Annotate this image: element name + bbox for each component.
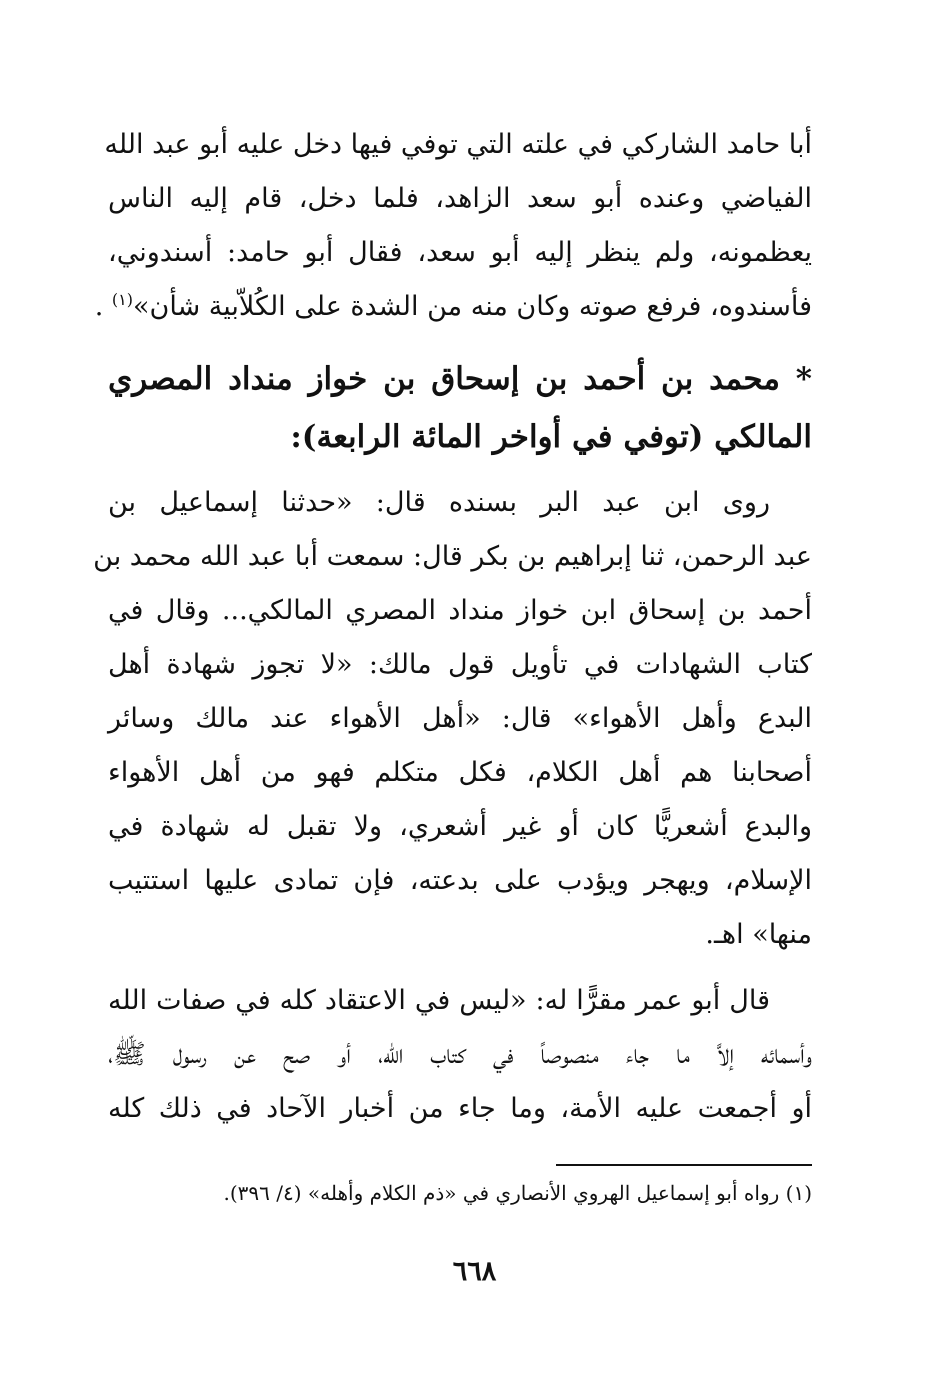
text-line: الإسلام، ويهجر ويؤدب على بدعته، فإن تمادى عليها استتيب xyxy=(108,865,812,896)
text-line: البدع وأهل الأهواء» قال: «أهل الأهواء عند مالك وسائر xyxy=(108,703,812,734)
heading-line: المالكي (توفي في أواخر المائة الرابعة): xyxy=(290,419,812,455)
text-line: أبا حامد الشاركي في علته التي توفي فيها دخل عليه أبو عبد الله xyxy=(104,129,812,160)
text-line: يعظمونه، ولم ينظر إليه أبو سعد، فقال أبو حامد: أسندوني، xyxy=(108,237,812,268)
footnote: (١) رواه أبو إسماعيل الهروي الأنصاري في «ذم الكلام وأهله» (٤/ ٣٩٦). xyxy=(223,1181,812,1205)
text-line: منها» اهـ. xyxy=(705,919,812,950)
text-line-content: فأسندوه، فرفع صوته وكان منه من الشدة على الكُلاّبية شأن» xyxy=(133,291,812,322)
text-line: وأسمائه إلاَّ ما جاء منصوصاً في كتاب الله، أو صح عن رسول ﷺ، xyxy=(108,1039,812,1070)
text-line: عبد الرحمن، ثنا إبراهيم بن بكر قال: سمعت أبا عبد الله محمد بن xyxy=(93,541,812,572)
footnote-reference: (١) xyxy=(111,290,134,309)
paragraph-2 xyxy=(93,476,812,962)
text-line: أحمد بن إسحاق ابن خواز منداد المصري المالكي... وقال في xyxy=(108,595,812,626)
text-line xyxy=(94,280,812,334)
footnote-divider xyxy=(556,1164,812,1166)
text-line: والبدع أشعريًّا كان أو غير أشعري، ولا تقبل له شهادة في xyxy=(108,811,812,842)
text-line: أو أجمعت عليه الأمة، وما جاء من أخبار الآحاد في ذلك كله xyxy=(108,1093,812,1124)
sentence-end: . xyxy=(94,291,112,322)
page-body xyxy=(93,118,812,1136)
section-heading xyxy=(108,350,812,466)
heading-line: * محمد بن أحمد بن إسحاق بن خواز منداد المصري xyxy=(108,361,812,397)
text-line: قال أبو عمر مقرًّا له: «ليس في الاعتقاد كله في صفات الله xyxy=(108,985,770,1016)
paragraph-3 xyxy=(108,974,812,1136)
text-line: روى ابن عبد البر بسنده قال: «حدثنا إسماعيل بن xyxy=(108,487,770,518)
paragraph-1 xyxy=(94,118,812,334)
text-line: أصحابنا هم أهل الكلام، فكل متكلم فهو من أهل الأهواء xyxy=(108,757,812,788)
page-number: ٦٦٨ xyxy=(452,1256,497,1287)
text-line: كتاب الشهادات في تأويل قول مالك: «لا تجوز شهادة أهل xyxy=(108,649,812,680)
text-line: الفياضي وعنده أبو سعد الزاهد، فلما دخل، قام إليه الناس xyxy=(108,183,812,214)
